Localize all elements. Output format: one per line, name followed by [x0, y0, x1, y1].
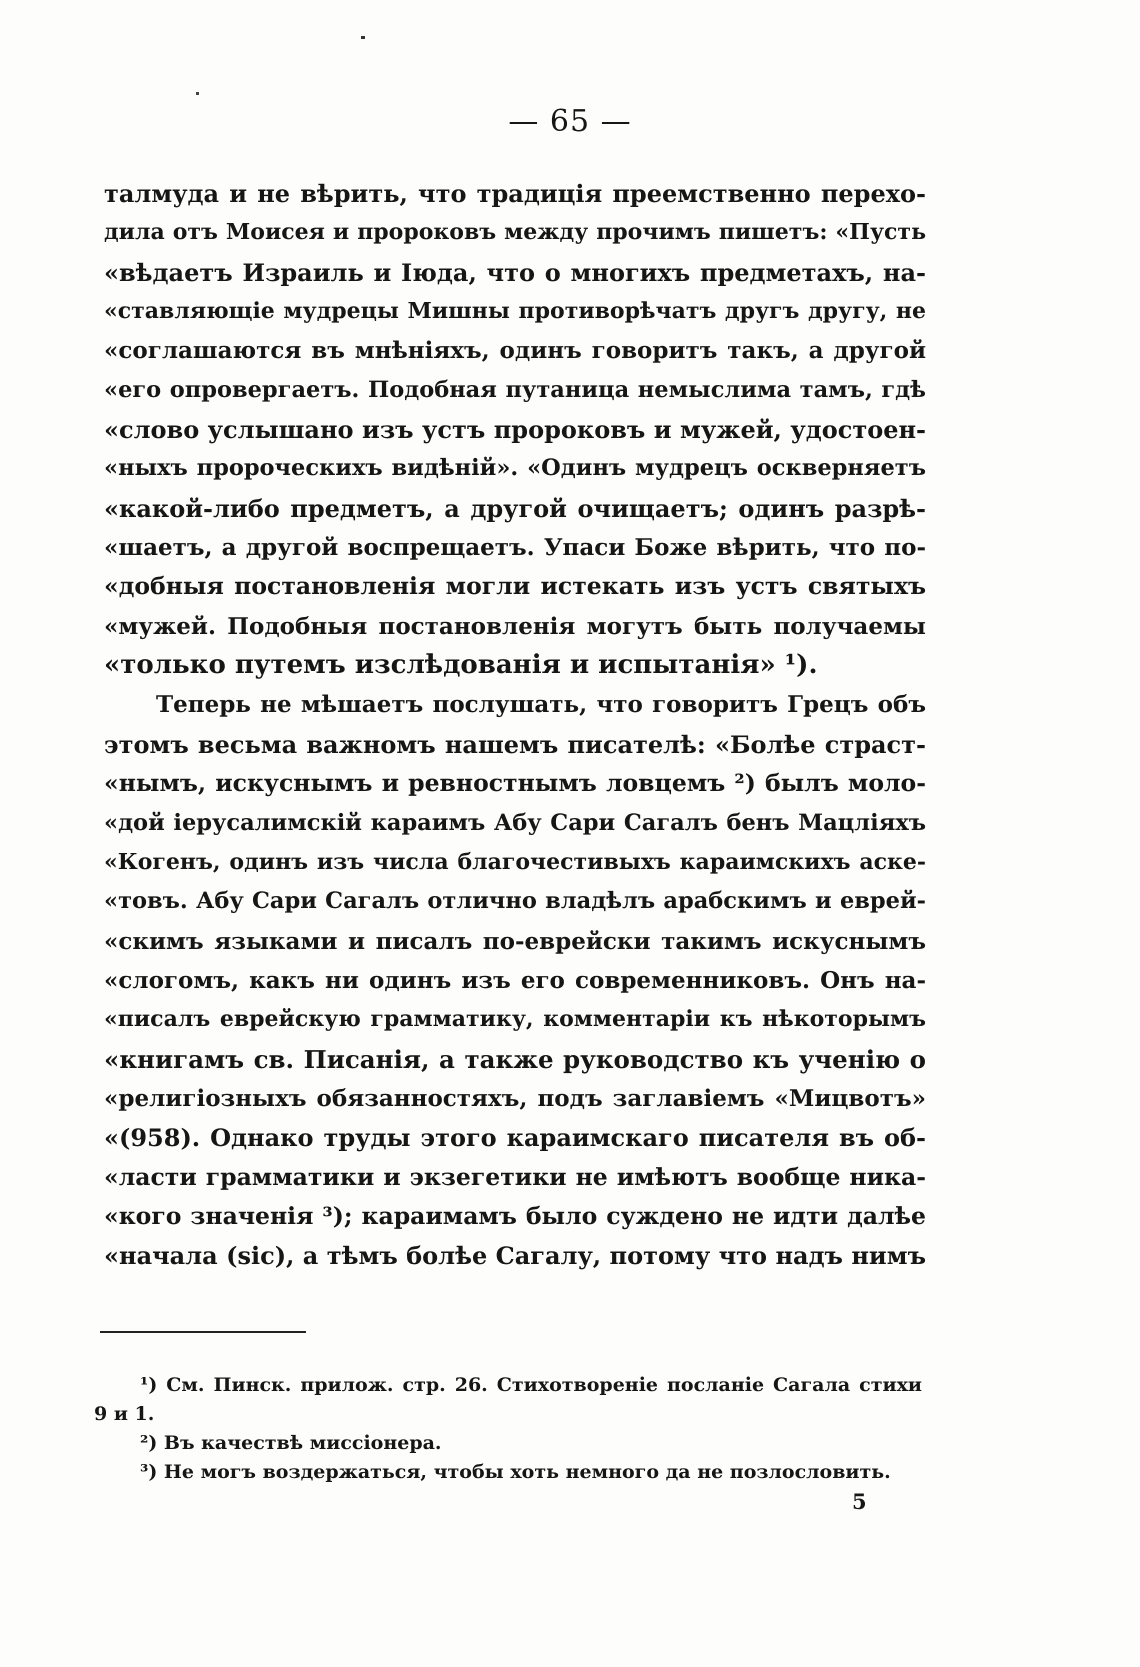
print-speck [361, 36, 365, 39]
footnote-3: ³) Не могъ воздержаться, чтобы хоть немного да не позлословить. [140, 1461, 891, 1483]
footnote-2: ²) Въ качествѣ миссіонера. [140, 1432, 442, 1454]
text-line: этомъ весьма важномъ нашемъ писателѣ: «Болѣе страст- [104, 729, 926, 759]
footnote-1: ¹) См. Пинск. прилож. стр. 26. Стихотвореніе посланіе Сагала стихи [140, 1374, 922, 1396]
printer-signature-mark: 5 [852, 1489, 867, 1514]
text-line: «вѣдаетъ Израиль и Іюда, что о многихъ предметахъ, на- [104, 257, 926, 287]
text-line: «товъ. Абу Сари Сагалъ отлично владѣлъ арабскимъ и еврей- [104, 888, 926, 915]
text-line: «добныя постановленія могли истекать изъ устъ святыхъ [104, 572, 926, 601]
text-line: «писалъ еврейскую грамматику, комментаріи къ нѣкоторымъ [104, 1006, 926, 1033]
text-line: «слогомъ, какъ ни одинъ изъ его современниковъ. Онъ на- [104, 966, 926, 994]
text-line: «соглашаются въ мнѣніяхъ, одинъ говоритъ такъ, а другой [104, 337, 926, 365]
body-text [104, 174, 926, 1276]
text-line: «ласти грамматики и экзегетики не имѣютъ вообще ника- [104, 1162, 926, 1191]
text-line: дила отъ Моисея и пророковъ между прочимъ пишетъ: «Пусть [104, 219, 926, 246]
text-line: «Когенъ, одинъ изъ числа благочестивыхъ караимскихъ аске- [104, 848, 926, 875]
print-speck [196, 92, 199, 95]
text-line: «религіозныхъ обязанностяхъ, подъ заглавіемъ «Мицвотъ» [104, 1084, 926, 1112]
page-number: — 65 — [508, 104, 632, 139]
text-line: «нымъ, искуснымъ и ревностнымъ ловцемъ ²) былъ моло- [104, 769, 926, 798]
text-line: «дой іерусалимскій караимъ Абу Сари Сагалъ бенъ Мацліяхъ [104, 809, 926, 836]
text-line: «слово услышано изъ устъ пророковъ и мужей, удостоен- [104, 415, 926, 445]
text-line: «какой-либо предметъ, а другой очищаетъ; одинъ разрѣ- [104, 493, 926, 523]
text-line: «мужей. Подобныя постановленія могутъ быть получаемы [104, 612, 926, 640]
text-line: «начала (sic), а тѣмъ болѣе Сагалу, потому что надъ нимъ [104, 1241, 926, 1271]
footnote-divider [100, 1331, 306, 1333]
text-line: «ставляющіе мудрецы Мишны противорѣчатъ другъ другу, не [104, 298, 926, 325]
text-line: «ныхъ пророческихъ видѣній». «Одинъ мудрецъ оскверняетъ [104, 455, 926, 482]
text-line: «шаетъ, а другой воспрещаетъ. Упаси Боже вѣрить, что по- [104, 534, 926, 562]
text-line: «кого значенія ³); караимамъ было суждено не идти далѣе [104, 1201, 926, 1230]
footnote-1-continuation: 9 и 1. [94, 1403, 155, 1425]
text-line: «скимъ языками и писалъ по-еврейски такимъ искуснымъ [104, 927, 926, 955]
text-line: «только путемъ изслѣдованія и испытанія» ¹). [104, 650, 818, 681]
text-line: «книгамъ св. Писанія, а также руководство къ ученію о [104, 1044, 926, 1074]
text-line: талмуда и не вѣрить, что традиція преемственно перехо- [104, 179, 926, 208]
text-line: «(958). Однако труды этого караимскаго писателя въ об- [104, 1123, 926, 1153]
footnotes [94, 1371, 922, 1487]
text-line: «его опровергаетъ. Подобная путаница немыслима тамъ, гдѣ [104, 376, 926, 403]
paragraph-first-line: Теперь не мѣшаетъ послушать, что говоритъ Грецъ объ [156, 691, 926, 719]
